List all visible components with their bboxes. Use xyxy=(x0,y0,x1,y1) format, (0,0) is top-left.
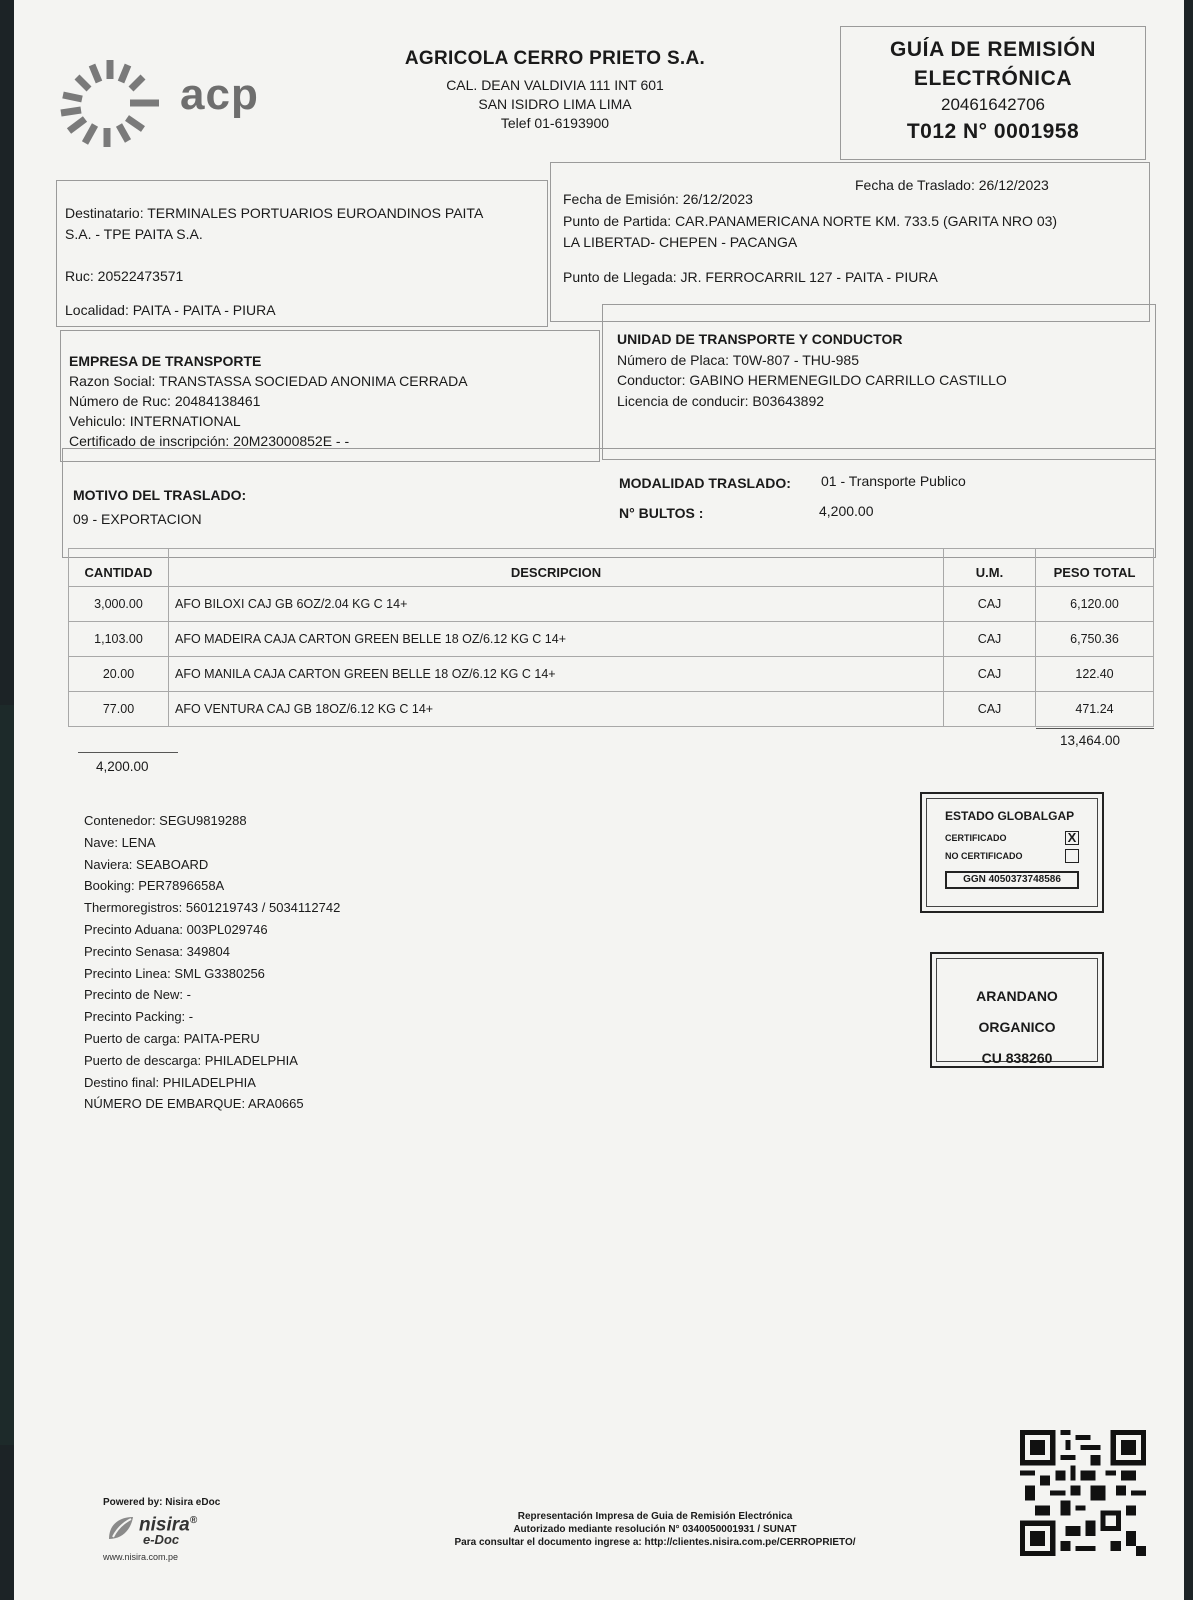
um-cell: CAJ xyxy=(944,657,1036,692)
list-item: Nave: LENA xyxy=(84,834,156,850)
total-peso: 13,464.00 xyxy=(1060,733,1121,748)
list-item: Contenedor: SEGU9819288 xyxy=(84,813,247,828)
total-peso-rule xyxy=(1036,728,1154,729)
company-address-1: CAL. DEAN VALDIVIA 111 INT 601 xyxy=(446,77,664,93)
unidad-conductor: Conductor: GABINO HERMENEGILDO CARRILLO CASTILLO xyxy=(617,372,1007,388)
descripcion-cell: AFO MANILA CAJA CARTON GREEN BELLE 18 OZ/6.12 KG C 14+ xyxy=(169,657,944,692)
empresa-razon-social: Razon Social: TRANSTASSA SOCIEDAD ANONIMA CERRADA xyxy=(69,373,468,389)
footer-line-1: Representación Impresa de Guia de Remisión Electrónica xyxy=(517,1511,793,1522)
unidad-title: UNIDAD DE TRANSPORTE Y CONDUCTOR xyxy=(617,331,903,347)
table-row xyxy=(69,622,1154,657)
descripcion-cell: AFO MADEIRA CAJA CARTON GREEN BELLE 18 OZ/6.12 KG C 14+ xyxy=(169,622,944,657)
unidad-placa: Número de Placa: T0W-807 - THU-985 xyxy=(617,352,859,368)
table-row xyxy=(69,657,1154,692)
guia-title-line-2: ELECTRÓNICA xyxy=(913,67,1073,90)
globalgap-no-certificado-label: NO CERTIFICADO xyxy=(945,851,1023,861)
punto-partida-line-2: LA LIBERTAD- CHEPEN - PACANGA xyxy=(563,234,798,250)
destinatario-box xyxy=(56,180,548,327)
powered-by-block xyxy=(103,1497,220,1562)
motivo-label: MOTIVO DEL TRASLADO: xyxy=(73,487,247,503)
list-item: Precinto Linea: SML G3380256 xyxy=(84,965,265,981)
empresa-title: EMPRESA DE TRANSPORTE xyxy=(69,353,262,369)
company-name: AGRICOLA CERRO PRIETO S.A. xyxy=(404,48,706,69)
um-cell: CAJ xyxy=(944,587,1036,622)
bultos-value: 4,200.00 xyxy=(819,503,874,519)
list-item: Destino final: PHILADELPHIA xyxy=(84,1074,256,1090)
qr-code-icon xyxy=(1020,1430,1146,1556)
fecha-traslado: Fecha de Traslado: 26/12/2023 xyxy=(855,177,1049,193)
unchecked-box-icon xyxy=(1065,849,1079,863)
cantidad-cell: 20.00 xyxy=(69,657,169,692)
nisira-edoc: e-Doc xyxy=(143,1532,180,1548)
footer-line-3: Para consultar el documento ingrese a: http://clientes.nisira.com.pe/CERROPRIETO/ xyxy=(454,1537,856,1548)
organic-stamp xyxy=(930,952,1104,1068)
peso-cell: 6,120.00 xyxy=(1036,587,1154,622)
items-table xyxy=(68,548,1154,727)
document-footer xyxy=(410,1510,900,1549)
list-item: Precinto Packing: - xyxy=(84,1009,194,1025)
list-item: Booking: PER7896658A xyxy=(84,878,225,894)
list-item: Precinto de New: - xyxy=(84,987,191,1003)
shipment-details xyxy=(84,810,340,1115)
unidad-licencia: Licencia de conducir: B03643892 xyxy=(617,393,825,409)
col-peso-total: PESO TOTAL xyxy=(1036,549,1154,587)
list-item: NÚMERO DE EMBARQUE: ARA0665 xyxy=(84,1096,304,1112)
total-cantidad: 4,200.00 xyxy=(96,759,149,774)
modalidad-label: MODALIDAD TRASLADO: xyxy=(619,475,791,491)
list-item: Puerto de carga: PAITA-PERU xyxy=(84,1030,260,1046)
col-cantidad: CANTIDAD xyxy=(69,549,169,587)
modalidad-value: 01 - Transporte Publico xyxy=(821,473,966,489)
list-item: Precinto Aduana: 003PL029746 xyxy=(84,921,268,937)
checked-box-icon: X xyxy=(1065,831,1079,845)
empresa-certificado: Certificado de inscripción: 20M23000852E - - xyxy=(69,433,350,449)
items-header-row xyxy=(69,549,1154,587)
col-um: U.M. xyxy=(944,549,1036,587)
peso-cell: 6,750.36 xyxy=(1036,622,1154,657)
globalgap-stamp xyxy=(920,792,1104,913)
bultos-label: N° BULTOS : xyxy=(619,505,704,521)
empresa-vehiculo: Vehiculo: INTERNATIONAL xyxy=(69,413,241,429)
company-header xyxy=(380,48,730,133)
guia-remision-box xyxy=(840,26,1146,160)
motivo-traslado-box xyxy=(62,448,1156,558)
guia-title-line-1: GUÍA DE REMISIÓN xyxy=(889,38,1096,61)
destinatario-localidad: Localidad: PAITA - PAITA - PIURA xyxy=(65,302,276,318)
company-phone: Telef 01-6193900 xyxy=(500,115,610,131)
punto-partida-line-1: Punto de Partida: CAR.PANAMERICANA NORTE KM. 733.5 (GARITA NRO 03) xyxy=(563,213,1058,229)
total-cantidad-rule xyxy=(78,752,178,753)
destinatario-line-1: Destinatario: TERMINALES PORTUARIOS EUROANDINOS PAITA xyxy=(65,205,484,221)
unidad-transporte-box xyxy=(602,304,1156,460)
destinatario-line-2: S.A. - TPE PAITA S.A. xyxy=(65,226,203,242)
table-row xyxy=(69,692,1154,727)
cantidad-cell: 77.00 xyxy=(69,692,169,727)
powered-by-label: Powered by: Nisira eDoc xyxy=(103,1497,221,1508)
cantidad-cell: 3,000.00 xyxy=(69,587,169,622)
empresa-ruc: Número de Ruc: 20484138461 xyxy=(69,393,261,409)
nisira-registered-mark: ® xyxy=(189,1515,198,1526)
list-item: Precinto Senasa: 349804 xyxy=(84,943,230,959)
fecha-emision: Fecha de Emisión: 26/12/2023 xyxy=(563,191,753,207)
punto-llegada: Punto de Llegada: JR. FERROCARRIL 127 - PAITA - PIURA xyxy=(563,269,938,285)
acp-sun-logo-icon xyxy=(55,55,165,150)
empresa-transporte-box xyxy=(60,330,600,462)
footer-line-2: Autorizado mediante resolución N° 0340050001931 / SUNAT xyxy=(513,1524,797,1535)
table-row xyxy=(69,587,1154,622)
peso-cell: 471.24 xyxy=(1036,692,1154,727)
list-item: Thermoregistros: 5601219743 / 5034112742 xyxy=(84,900,341,916)
nisira-url: www.nisira.com.pe xyxy=(103,1552,179,1563)
nisira-brand: nisira xyxy=(139,1514,190,1536)
list-item: Naviera: SEABOARD xyxy=(84,856,209,872)
col-descripcion: DESCRIPCION xyxy=(169,549,944,587)
list-item: Puerto de descarga: PHILADELPHIA xyxy=(84,1052,298,1068)
globalgap-certificado-label: CERTIFICADO xyxy=(945,833,1007,843)
destinatario-ruc: Ruc: 20522473571 xyxy=(65,268,184,284)
globalgap-title: ESTADO GLOBALGAP xyxy=(945,809,1075,823)
motivo-value: 09 - EXPORTACION xyxy=(73,511,202,527)
descripcion-cell: AFO VENTURA CAJ GB 18OZ/6.12 KG C 14+ xyxy=(169,692,944,727)
nisira-leaf-icon xyxy=(105,1513,137,1543)
globalgap-ggn: GGN 4050373748586 xyxy=(945,871,1079,889)
cantidad-cell: 1,103.00 xyxy=(69,622,169,657)
organic-line-1: ARANDANO ORGANICO xyxy=(976,988,1058,1035)
acp-logo-text: acp xyxy=(180,70,259,119)
um-cell: CAJ xyxy=(944,692,1036,727)
guia-ruc: 20461642706 xyxy=(940,95,1045,114)
company-address-2: SAN ISIDRO LIMA LIMA xyxy=(478,96,632,112)
um-cell: CAJ xyxy=(944,622,1036,657)
descripcion-cell: AFO BILOXI CAJ GB 6OZ/2.04 KG C 14+ xyxy=(169,587,944,622)
organic-line-2: CU 838260 xyxy=(981,1050,1053,1066)
traslado-box xyxy=(550,162,1150,322)
peso-cell: 122.40 xyxy=(1036,657,1154,692)
guia-number: T012 N° 0001958 xyxy=(906,120,1080,143)
